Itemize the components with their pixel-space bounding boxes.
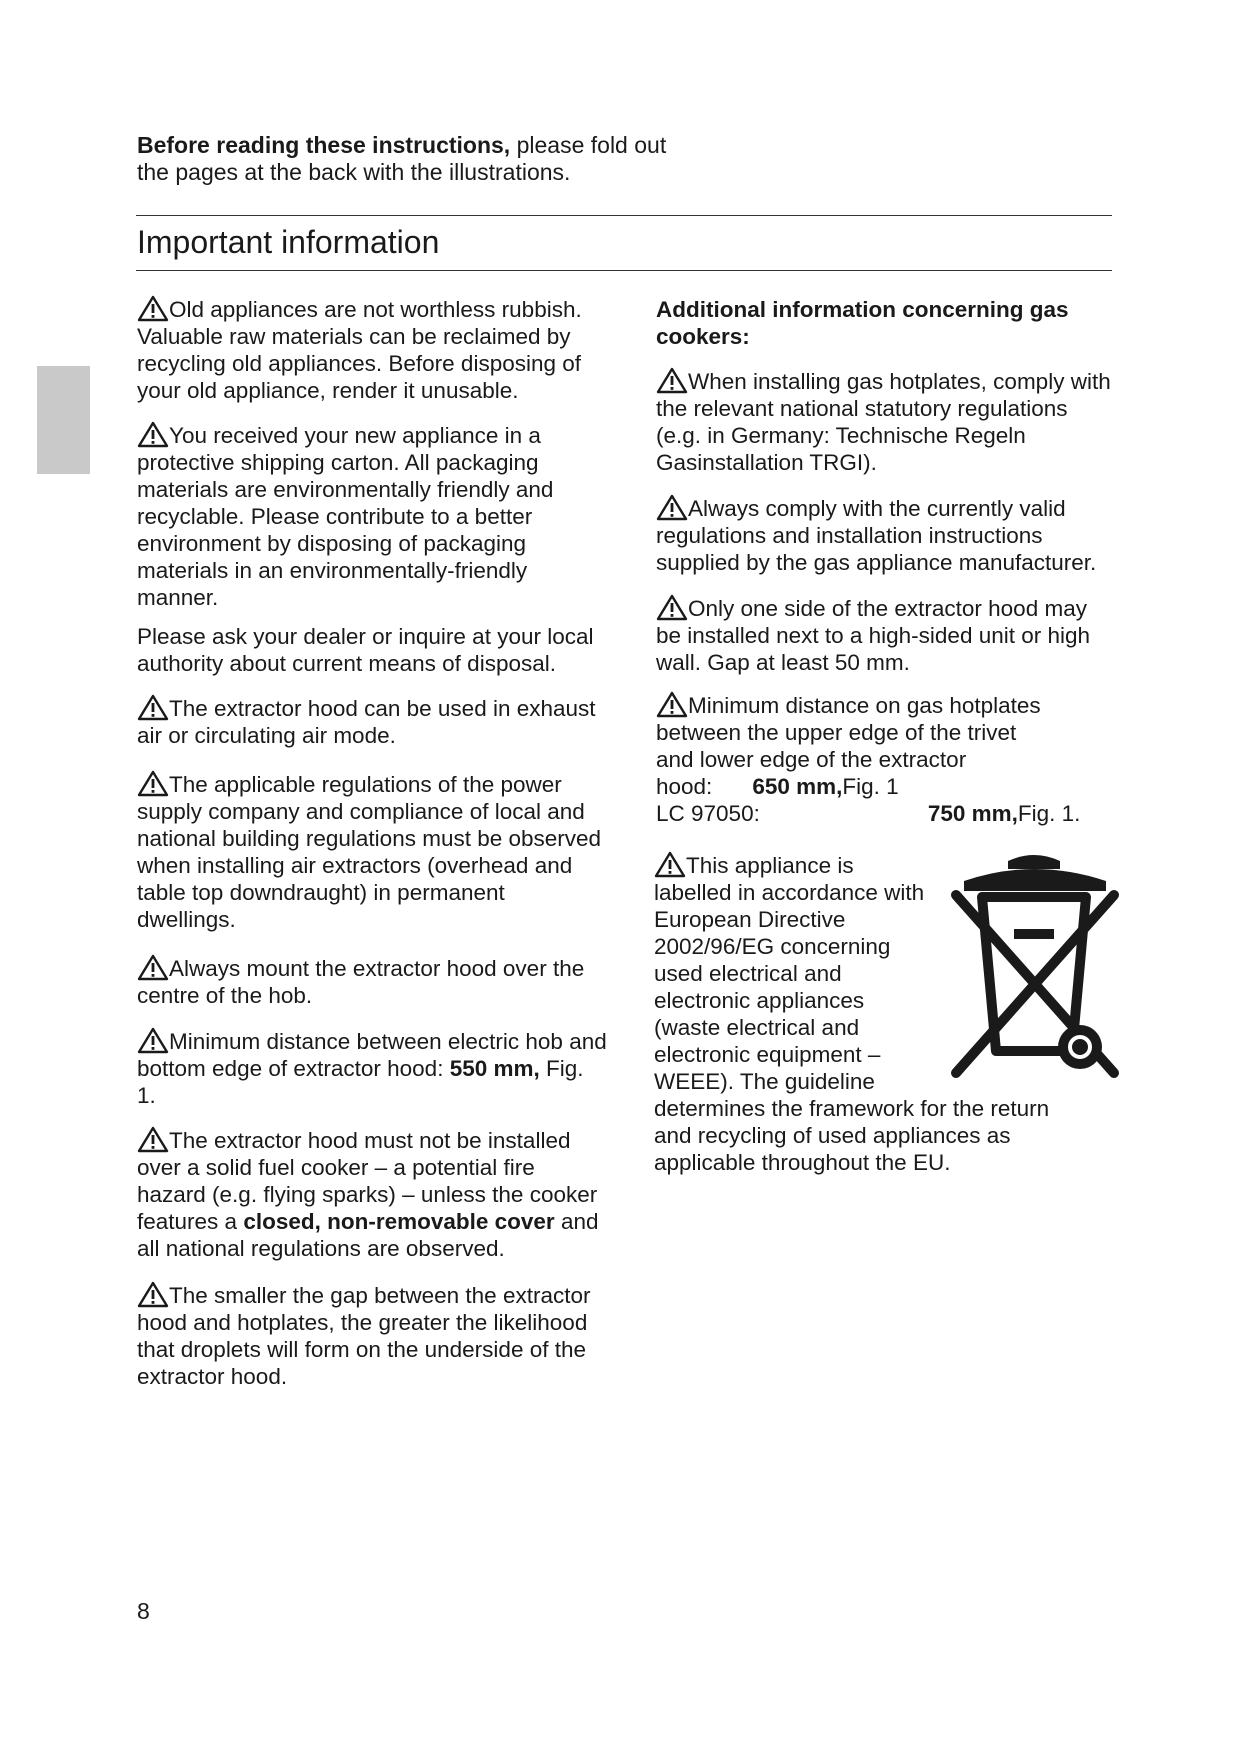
page-title: Important information — [137, 224, 440, 260]
warning-side-gap: Only one side of the extractor hood may be installed next to a high-sided unit or high wall. Gap at least 50 mm. — [656, 596, 1091, 675]
warning-triangle-icon — [137, 1281, 169, 1308]
warning-triangle-icon — [656, 691, 688, 718]
warning-triangle-icon — [137, 421, 169, 448]
warning-triangle-icon — [137, 1027, 169, 1054]
section-tab-marker — [37, 366, 90, 474]
warning-electric-distance: Minimum distance between electric hob and bottom edge of extractor hood: 550 mm, Fig. 1. — [137, 1029, 607, 1108]
right-column — [656, 296, 1116, 1176]
warning-old-appliances: Old appliances are not worthless rubbish. Valuable raw materials can be reclaimed by recycling old appliances. Before disposing of your old appliance, render it unusable. — [137, 297, 582, 403]
gas-section-heading: Additional information concerning gas cookers: — [656, 297, 1069, 349]
distance-row-hood: hood: 650 mm, Fig. 1 — [656, 774, 899, 799]
warning-solid-fuel: The extractor hood must not be installed over a solid fuel cooker – a potential fire hazard (e.g. flying sparks) – unless the cooker features a closed, non-removable cover and all national regulations are observed. — [137, 1128, 599, 1261]
warning-gas-regulations: When installing gas hotplates, comply with the relevant national statutory regulations (e.g. in Germany: Technische Regeln Gasinstallation TRGI). — [656, 369, 1111, 475]
intro-note — [137, 132, 697, 186]
intro-bold: Before reading these instructions, — [137, 132, 511, 158]
warning-mount-centre: Always mount the extractor hood over the centre of the hob. — [137, 956, 585, 1008]
warning-packaging: You received your new appliance in a protective shipping carton. All packaging materials are environmentally friendly and recyclable. Please contribute to a better environment by disposing of packaging materials in an environmentally-friendly manner. — [137, 423, 554, 610]
warning-triangle-icon — [656, 594, 688, 621]
warning-triangle-icon — [137, 770, 169, 797]
disposal-note: Please ask your dealer or inquire at your local authority about current means of disposal. — [137, 624, 594, 676]
warning-triangle-icon — [137, 295, 169, 322]
warning-triangle-icon — [137, 954, 169, 981]
left-column — [137, 295, 607, 1407]
warning-triangle-icon — [137, 1126, 169, 1153]
weee-notice: This appliance is labelled in accordance with European Directive 2002/96/EG concerning used electrical and electronic appliances (waste electrical and electronic equipment – WEEE). The guideline determines the framework for the return and recycling of used appliances as applicable throughout the EU. — [654, 853, 1050, 1175]
weee-section — [654, 851, 1116, 1176]
distance-row-lc97050: LC 97050: 750 mm, Fig. 1. — [656, 801, 1081, 826]
warning-air-mode: The extractor hood can be used in exhaust air or circulating air mode. — [137, 696, 596, 748]
warning-triangle-icon — [656, 494, 688, 521]
title-rule-bottom — [136, 270, 1112, 271]
warning-triangle-icon — [656, 367, 688, 394]
warning-droplets: The smaller the gap between the extractor hood and hotplates, the greater the likelihood that droplets will form on the underside of the extractor hood. — [137, 1283, 591, 1389]
title-rule-top — [136, 215, 1112, 216]
warning-manufacturer: Always comply with the currently valid regulations and installation instructions supplied by the gas appliance manufacturer. — [656, 496, 1097, 575]
intro-text: please fold out the pages at the back with the illustrations. — [137, 132, 667, 185]
warning-regulations: The applicable regulations of the power supply company and compliance of local and national building regulations must be observed when installing air extractors (overhead and table top downdraught) in permanent dwellings. — [137, 772, 602, 932]
warning-triangle-icon — [654, 851, 686, 878]
warning-triangle-icon — [137, 694, 169, 721]
warning-gas-distance: Minimum distance on gas hotplates between the upper edge of the trivet and lower edge of the extractor hood: 650 mm, Fig. 1 LC 97050: 750 mm, Fig. 1. — [656, 691, 1116, 827]
crossed-out-wheelie-bin-icon — [948, 851, 1120, 1083]
page-number: 8 — [137, 1598, 150, 1624]
